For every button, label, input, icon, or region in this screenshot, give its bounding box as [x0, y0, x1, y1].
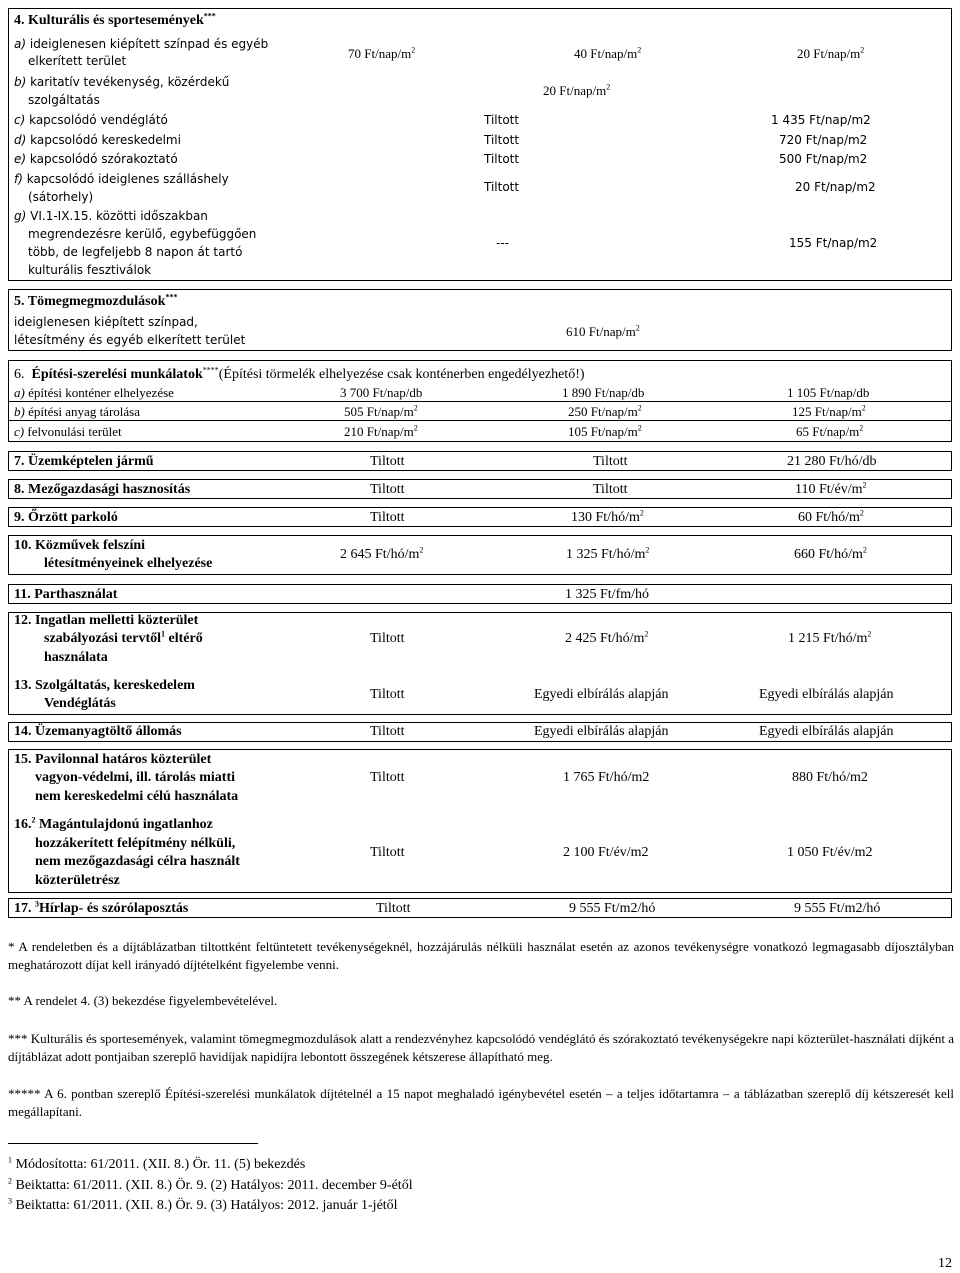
- s16-c3: 1 050 Ft/év/m2: [787, 845, 873, 860]
- s4-c-c3: 1 435 Ft/nap/m2: [771, 113, 871, 127]
- s13-c1: Tiltott: [370, 687, 405, 702]
- s6-a-c2: 1 890 Ft/nap/db: [562, 385, 645, 400]
- s10-c2: 1 325 $Ft/hó/m^2$: [566, 545, 650, 562]
- s4-a-c1: 70 $Ft/nap/m^2$: [348, 45, 416, 61]
- footnote-3: $^3$ Beiktatta: 61/2011. (XII. 8.) Ör. 9. (3) Hatályos: 2012. január 1-jétől: [8, 1196, 398, 1213]
- s4-g-label: g) VI.1-IX.15. közötti időszakban: [14, 209, 208, 223]
- s14-c3: Egyedi elbírálás alapján: [759, 724, 894, 739]
- s13-c2: Egyedi elbírálás alapján: [534, 687, 669, 702]
- s4-g-c2: ---: [496, 236, 509, 250]
- s15-c1: Tiltott: [370, 770, 405, 785]
- s4-a-label: a) ideiglenesen kiépített színpad és egyéb: [14, 37, 269, 51]
- s4-c-c2: Tiltott: [484, 113, 520, 127]
- footnote-separator: [8, 1143, 258, 1144]
- footnote-2: $^2$ Beiktatta: 61/2011. (XII. 8.) Ör. 9. (2) Hatályos: 2011. december 9-étől: [8, 1176, 413, 1193]
- s5-c: 610 $Ft/nap/m^2$: [566, 323, 640, 339]
- s15-title-2: vagyon-védelmi, ill. tárolás miatti: [35, 770, 235, 785]
- s4-g-label-4: kulturális fesztiválok: [28, 263, 152, 277]
- s10-title-2: létesítményeinek elhelyezése: [44, 556, 213, 571]
- s15-title-3: nem kereskedelmi célú használata: [35, 789, 239, 804]
- s4-b-label: b) karitatív tevékenység, közérdekű: [14, 75, 230, 89]
- s4-g-label-3: több, de legfeljebb 8 napon át tartó: [28, 245, 243, 259]
- s4-title: 4. Kulturális és sportesemények***: [14, 11, 216, 28]
- s6-a-c3: 1 105 Ft/nap/db: [787, 385, 870, 400]
- s12-c2: 2 425 $Ft/hó/m^2$: [565, 629, 649, 646]
- s4-f-c2: Tiltott: [484, 180, 520, 194]
- s16-c1: Tiltott: [370, 845, 405, 860]
- s12-c3: 1 215 $Ft/hó/m^2$: [788, 629, 872, 646]
- s4-f-label: f) kapcsolódó ideiglenes szálláshely: [14, 172, 229, 186]
- s4-e-c2: Tiltott: [484, 152, 520, 166]
- note-3: *** Kulturális és sportesemények, valamint tömegmegmozdulások alatt a rendezvényhez kapcsolódó vendéglátó és szórakoztató tevékenységekre napi közterület-használati díjként a díjtáblázat adott pontjaiban szereplő havidíjak napidíjra lebontott összegének kétszerese állapítható meg.: [8, 1031, 954, 1064]
- s8-c2: Tiltott: [593, 482, 628, 497]
- s4-a-c2: 40 $Ft/nap/m^2$: [574, 45, 642, 61]
- s4-e-label: e) kapcsolódó szórakoztató: [14, 152, 178, 166]
- s15-c3: 880 Ft/hó/m2: [792, 770, 868, 785]
- s15-c2: 1 765 Ft/hó/m2: [563, 770, 650, 785]
- s13-c3: Egyedi elbírálás alapján: [759, 687, 894, 702]
- s10-c1: 2 645 $Ft/hó/m^2$: [340, 545, 424, 562]
- s8-c3: 110 $Ft/év/m^2$: [795, 480, 867, 497]
- s9-c3: 60 $Ft/hó/m^2$: [798, 508, 864, 525]
- s16-title-2: hozzákerített felépítmény nélküli,: [35, 836, 236, 851]
- s8-c1: Tiltott: [370, 482, 405, 497]
- s4-f-c3: 20 Ft/nap/m2: [795, 180, 876, 194]
- s16-title-4: közterületrész: [35, 873, 120, 888]
- s12-title-2: szabályozási tervtől$^1$ eltérő: [44, 629, 203, 646]
- s4-a-label-2: elkerített terület: [28, 54, 127, 68]
- s9-c1: Tiltott: [370, 510, 405, 525]
- s5-label-2: létesítmény és egyéb elkerített terület: [14, 333, 246, 347]
- s6-a-c1: 3 700 Ft/nap/db: [340, 385, 423, 400]
- s4-d-c3: 720 Ft/nap/m2: [779, 133, 868, 147]
- s4-c-label: c) kapcsolódó vendéglátó: [14, 113, 168, 127]
- s17-title: 17. $^3$Hírlap- és szórólaposztás: [14, 899, 189, 916]
- s4-d-c2: Tiltott: [484, 133, 520, 147]
- note-4: ***** A 6. pontban szereplő Építési-szerelési munkálatok díjtételnél a 15 napot meghaladó igénybevétel esetén – a teljes időtartamra – a táblázatban szereplő díj kétszeresét kell megállapítani.: [8, 1086, 954, 1119]
- s4-g-c3: 155 Ft/nap/m2: [789, 236, 878, 250]
- note-2: ** A rendelet 4. (3) bekezdése figyelembevételével.: [8, 993, 278, 1008]
- s6-c-c3: 65 $Ft/nap/m^2$: [796, 423, 864, 439]
- s5-title: 5. Tömegmegmozdulások***: [14, 292, 178, 309]
- page-number: 12: [938, 1256, 952, 1271]
- s6-c-c2: 105 $Ft/nap/m^2$: [568, 423, 642, 439]
- s6-b-c1: 505 $Ft/nap/m^2$: [344, 403, 418, 419]
- s7-c2: Tiltott: [593, 454, 628, 469]
- s6-title: 6. Építési-szerelési munkálatok****(Építési törmelék elhelyezése csak konténerben engedélyezhető!): [14, 365, 585, 382]
- s5-label: ideiglenesen kiépített színpad,: [14, 315, 198, 329]
- s4-e-c3: 500 Ft/nap/m2: [779, 152, 868, 166]
- s14-title: 14. Üzemanyagtöltő állomás: [14, 724, 182, 739]
- s10-title: 10. Közművek felszíni: [14, 538, 146, 553]
- s13-title: 13. Szolgáltatás, kereskedelem: [14, 678, 195, 693]
- s12-title-3: használata: [44, 650, 108, 665]
- s16-c2: 2 100 Ft/év/m2: [563, 845, 649, 860]
- s9-c2: 130 $Ft/hó/m^2$: [571, 508, 644, 525]
- s6-b-label: b) építési anyag tárolása: [14, 404, 140, 419]
- s4-f-label-2: (sátorhely): [28, 190, 94, 204]
- s4-a-c3: 20 $Ft/nap/m^2$: [797, 45, 865, 61]
- s16-title: 16.$^2$ Magántulajdonú ingatlanhoz: [14, 815, 213, 832]
- s6-c-c1: 210 $Ft/nap/m^2$: [344, 423, 418, 439]
- s7-c3: 21 280 Ft/hó/db: [787, 454, 877, 469]
- s9-title: 9. Őrzött parkoló: [14, 510, 118, 525]
- s6-b-c2: 250 $Ft/nap/m^2$: [568, 403, 642, 419]
- s11-c: 1 325 Ft/fm/hó: [565, 587, 650, 602]
- s4-d-label: d) kapcsolódó kereskedelmi: [14, 133, 181, 147]
- s12-title: 12. Ingatlan melletti közterület: [14, 613, 199, 628]
- note-1: * A rendeletben és a díjtáblázatban tiltottként feltüntetett tevékenységeknél, hozzájárulás nélküli használat esetén az azonos tevékenységre vonatkozó legmagasabb díjosztályban meghatározott díjat kell irányadó díjtételként figyelembe venni.: [8, 939, 954, 972]
- s13-title-2: Vendéglátás: [44, 696, 116, 711]
- s17-c3: 9 555 Ft/m2/hó: [794, 901, 881, 916]
- s6-b-c3: 125 $Ft/nap/m^2$: [792, 403, 866, 419]
- s7-title: 7. Üzemképtelen jármű: [14, 454, 154, 469]
- s14-c2: Egyedi elbírálás alapján: [534, 724, 669, 739]
- s10-c3: 660 $Ft/hó/m^2$: [794, 545, 867, 562]
- s8-title: 8. Mezőgazdasági hasznosítás: [14, 482, 191, 497]
- s4-b-label-2: szolgáltatás: [28, 93, 100, 107]
- s17-c2: 9 555 Ft/m2/hó: [569, 901, 656, 916]
- s15-title: 15. Pavilonnal határos közterület: [14, 752, 212, 767]
- s7-c1: Tiltott: [370, 454, 405, 469]
- s14-c1: Tiltott: [370, 724, 405, 739]
- s6-c-label: c) felvonulási terület: [14, 424, 122, 439]
- s16-title-3: nem mezőgazdasági célra használt: [35, 854, 240, 869]
- s4-g-label-2: megrendezésre kerülő, egybefüggően: [28, 227, 257, 241]
- s12-c1: Tiltott: [370, 631, 405, 646]
- footnote-1: $^1$ Módosította: 61/2011. (XII. 8.) Ör. 11. (5) bekezdés: [8, 1155, 306, 1172]
- s6-a-label: a) építési konténer elhelyezése: [14, 385, 174, 400]
- s4-b-c: 20 $Ft/nap/m^2$: [543, 82, 611, 98]
- s11-title: 11. Parthasználat: [14, 587, 118, 602]
- s17-c1: Tiltott: [376, 901, 411, 916]
